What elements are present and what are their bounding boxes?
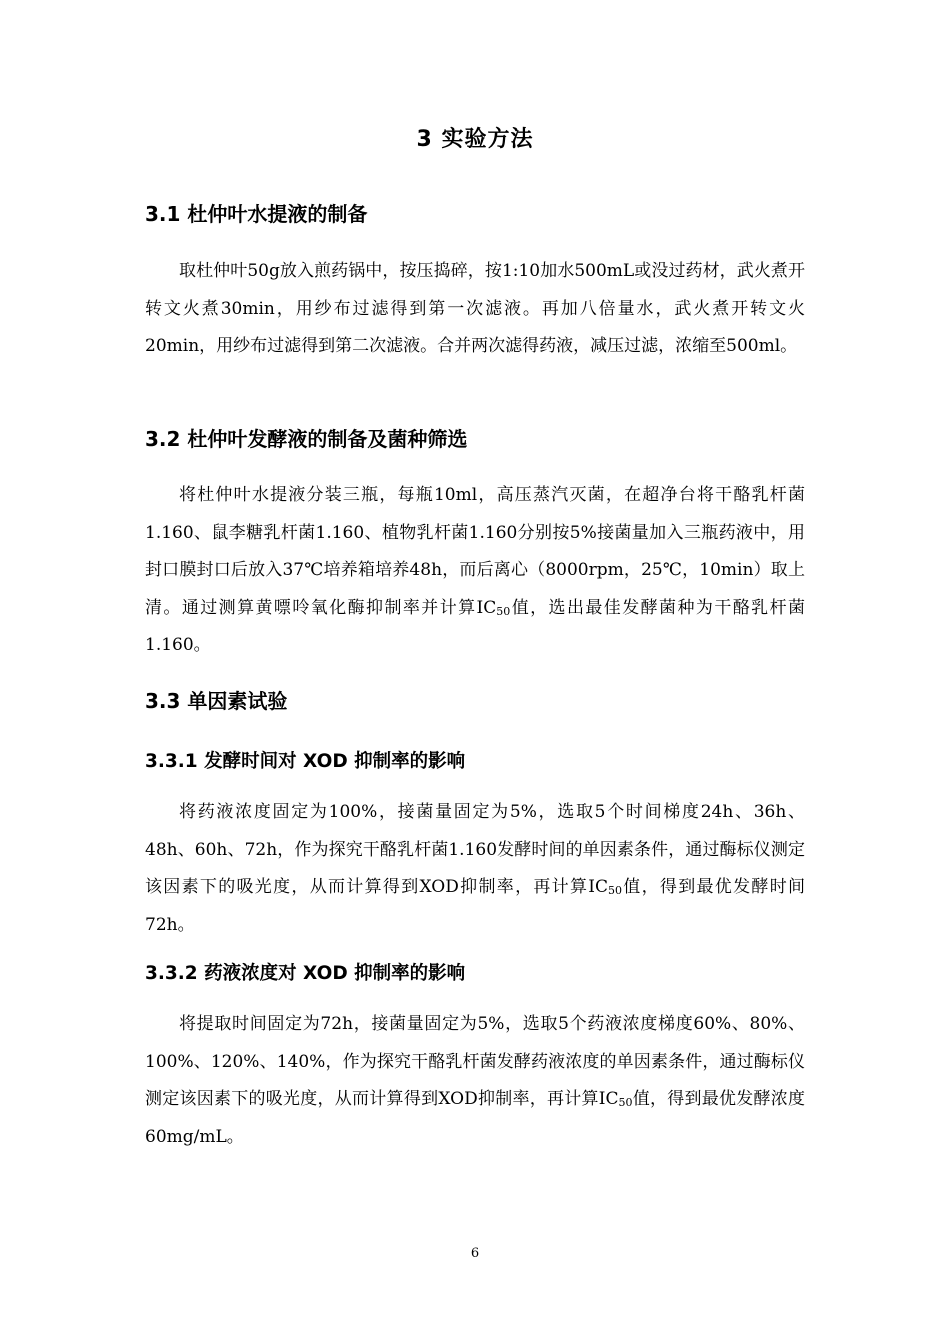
subscript-50: 50: [618, 1096, 633, 1109]
paragraph-text: 将药液浓度固定为100%，接菌量固定为5%，选取5个时间梯度24h、36h、48h、60h、72h，作为探究干酪乳杆菌1.160发酵时间的单因素条件，通过酶标仪测定该因素下的吸光度，从而计算得到XOD抑制率，再计算IC: [145, 802, 805, 897]
subscript-50: 50: [608, 884, 622, 897]
paragraph-text: 值，选出最佳发酵菌种为干酪乳杆菌1.160。: [145, 597, 805, 655]
paragraph-text: 将提取时间固定为72h，接菌量固定为5%，选取5个药液浓度梯度60%、80%、100%、120%、140%，作为探究干酪乳杆菌发酵药液浓度的单因素条件，通过酶标仪测定该因素下的吸光度，从而计算得到XOD抑制率，再计算IC: [145, 1014, 805, 1109]
section-heading-3-1: 3.1 杜仲叶水提液的制备: [145, 202, 368, 226]
section-heading-3-2: 3.2 杜仲叶发酵液的制备及菌种筛选: [145, 427, 468, 451]
page-number: 6: [470, 1246, 480, 1261]
section-heading-3-3-2: 3.3.2 药液浓度对 XOD 抑制率的影响: [145, 963, 466, 984]
section-paragraph-3-3-2: [145, 1006, 805, 1156]
section-heading-3-3: 3.3 单因素试验: [145, 689, 288, 713]
chapter-title: [0, 124, 950, 156]
section-paragraph-3-2: [145, 477, 805, 665]
paragraph-text: 值，得到最优发酵浓度60mg/mL。: [145, 1089, 806, 1147]
section-paragraph-3-1: 取杜仲叶50g放入煎药锅中，按压捣碎，按1:10加水500mL或没过药材，武火煮开转文火煮30min，用纱布过滤得到第一次滤液。再加八倍量水，武火煮开转文火20min，用纱布过滤得到第二次滤液。合并两次滤得药液，减压过滤，浓缩至500ml。: [145, 261, 805, 356]
chapter-number: 3: [416, 127, 433, 152]
paragraph-text: 值，得到最优发酵时间72h。: [145, 877, 806, 935]
paragraph-text: 将杜仲叶水提液分装三瓶，每瓶10ml，高压蒸汽灭菌，在超净台将干酪乳杆菌1.160、鼠李糖乳杆菌1.160、植物乳杆菌1.160分别按5%接菌量加入三瓶药液中，用封口膜封口后放入37℃培养箱培养48h，而后离心（8000rpm，25℃，10min）取上清。通过测算黄嘌呤氧化酶抑制率并计算IC: [145, 485, 805, 618]
section-heading-3-3-1: 3.3.1 发酵时间对 XOD 抑制率的影响: [145, 751, 466, 772]
chapter-title-text: 实验方法: [441, 127, 534, 152]
subscript-50: 50: [496, 604, 511, 618]
section-paragraph-3-3-1: [145, 794, 805, 944]
